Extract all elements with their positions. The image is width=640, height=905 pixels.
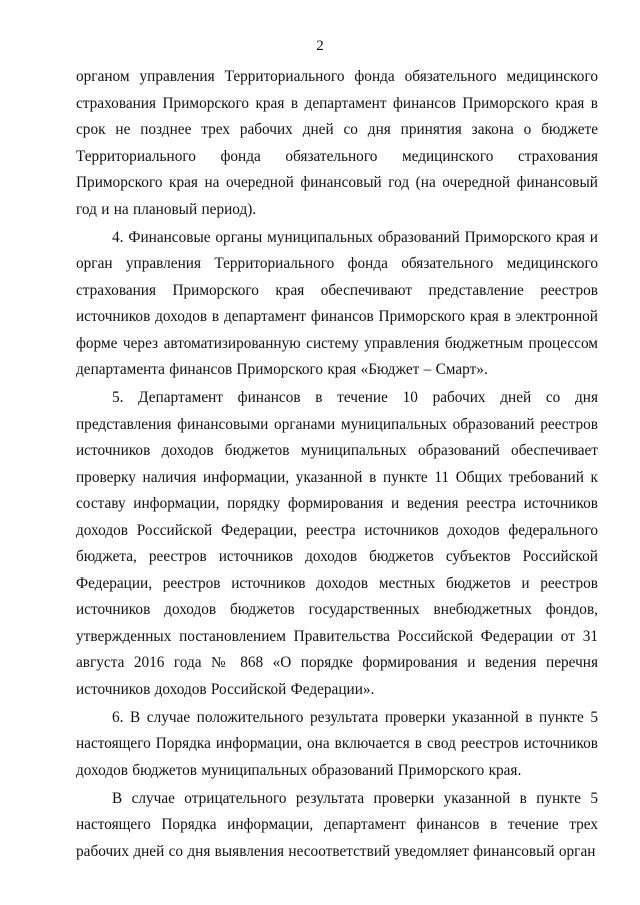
page-number: 2 <box>316 38 324 54</box>
paragraph-negative-result: В случае отрицательного результата проверки указанной в пункте 5 настоящего Порядка информации, департамент финансов в течение трех рабочих дней со дня выявления несоответствий уведомляет финансовый орган <box>76 789 598 860</box>
paragraph-item-5: 5. Департамент финансов в течение 10 рабочих дней со дня представления финансовыми органами муниципальных образований реестров источников доходов бюджетов муниципальных образований обеспечивает проверку наличия информации, указанной в пункте 11 Общих требований к составу информации, порядку формирования и ведения реестра источников доходов Российской Федерации, реестра источников доходов федерального бюджета, реестров источников доходов бюджетов субъектов Российской Федерации, реестров источников доходов местных бюджетов и реестров источников доходов бюджетов государственных внебюджетных фондов, утвержденных постановлением Правительства Российской Федерации от 31 августа 2016 года № 868 «О порядке формирования и ведения перечня источников доходов Российской Федерации». <box>76 389 598 698</box>
paragraph-continuation: органом управления Территориального фонда обязательного медицинского страхования Приморского края в департамент финансов Приморского края в срок не позднее трех рабочих дней со дня принятия закона о бюджете Территориального фонда обязательного медицинского страхования Приморского края на очередной финансовый год (на очередной финансовый год и на плановый период). <box>76 68 598 218</box>
paragraph-item-4: 4. Финансовые органы муниципальных образований Приморского края и орган управления Территориального фонда обязательного медицинского страхования Приморского края обеспечивают представление реестров источников доходов в департамент финансов Приморского края в электронной форме через автоматизированную систему управления бюджетным процессом департамента финансов Приморского края «Бюджет – Смарт». <box>76 228 598 379</box>
paragraph-item-6: 6. В случае положительного результата проверки указанной в пункте 5 настоящего Порядка информации, она включается в свод реестров источников доходов бюджетов муниципальных образований Приморского края. <box>76 708 598 779</box>
document-body <box>76 64 598 865</box>
